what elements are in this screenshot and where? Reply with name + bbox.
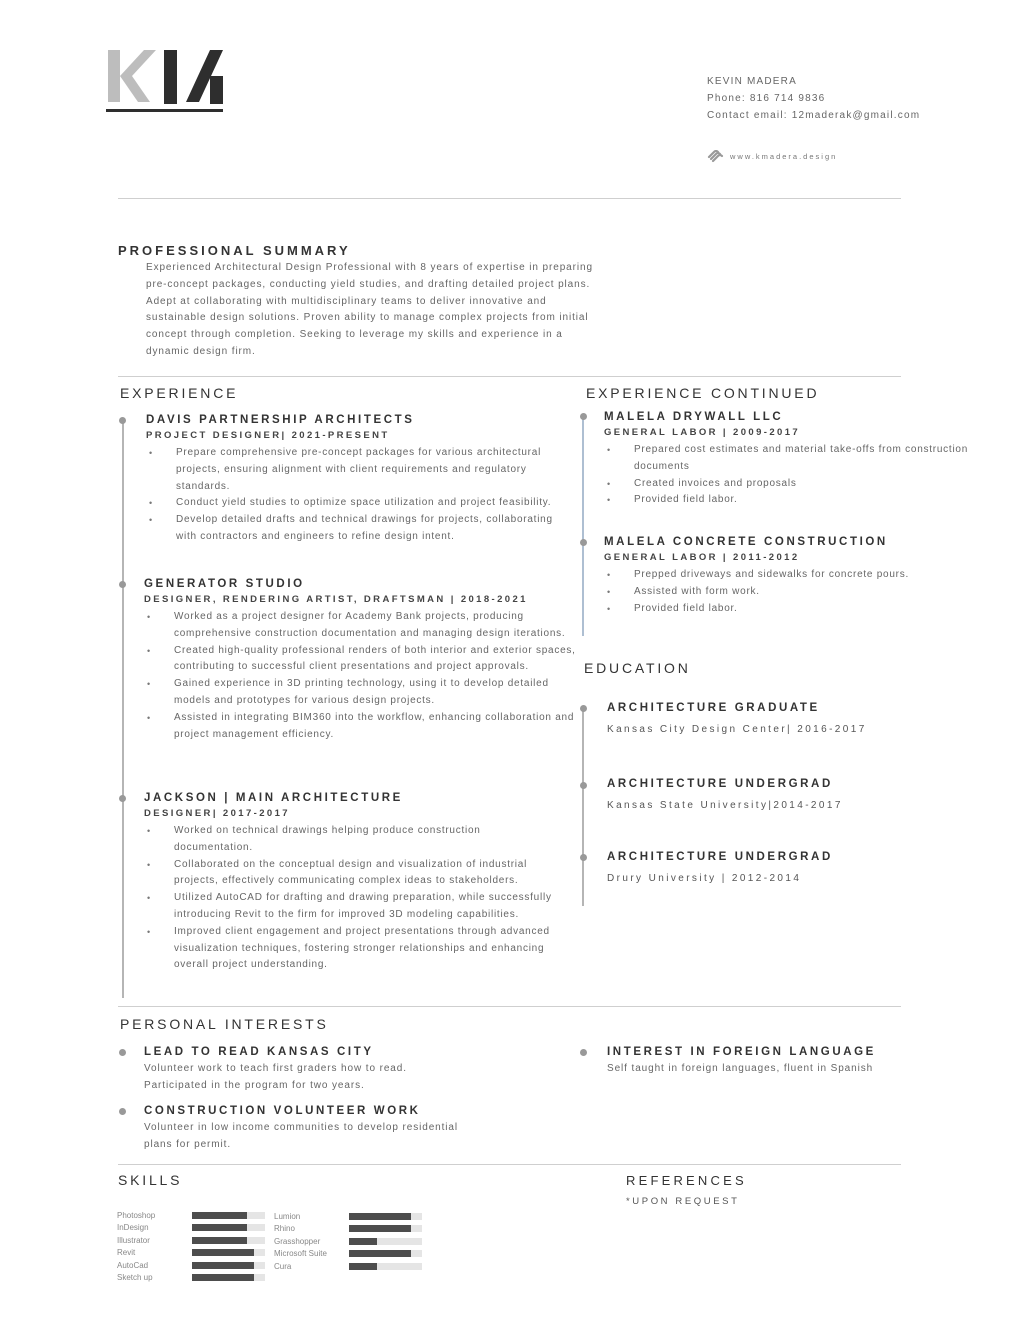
- skill-bar-fill: [192, 1212, 247, 1219]
- references-note: *UPON REQUEST: [626, 1196, 740, 1207]
- experience-continued-heading: EXPERIENCE CONTINUED: [586, 385, 820, 401]
- experience-timeline: [122, 420, 124, 998]
- education-heading: EDUCATION: [584, 660, 691, 676]
- skill-row: [274, 1248, 422, 1261]
- education-school: Drury University | 2012-2014: [607, 873, 802, 884]
- interest-title: CONSTRUCTION VOLUNTEER WORK: [144, 1105, 421, 1117]
- skill-bar: [192, 1262, 265, 1269]
- job-entry: [144, 578, 576, 743]
- summary-line: Adept at collaborating with multidisciplinary teams to deliver innovative and: [146, 295, 547, 307]
- km-monogram-logo: [106, 48, 224, 116]
- interest-desc: Self taught in foreign languages, fluent in Spanish: [607, 1063, 874, 1074]
- skill-row: [274, 1223, 422, 1236]
- job-bullet: • Created invoices and proposals: [604, 476, 1004, 493]
- contact-email[interactable]: Contact email: 12maderak@gmail.com: [707, 110, 921, 121]
- skill-bar-fill: [192, 1262, 254, 1269]
- job-role: DESIGNER, RENDERING ARTIST, DRAFTSMAN | 2018-2021: [144, 594, 528, 605]
- job-role: GENERAL LABOR | 2011-2012: [604, 552, 800, 563]
- skill-bar: [192, 1249, 265, 1256]
- skill-name: Illustrator: [117, 1235, 150, 1245]
- contact-name: KEVIN MADERA: [707, 76, 797, 87]
- timeline-dot: [119, 795, 126, 802]
- interest-dot: [119, 1049, 126, 1056]
- experience-divider: [118, 1006, 901, 1007]
- timeline-dot: [119, 417, 126, 424]
- job-bullet: • Prepared cost estimates and material take-offs from construction documents: [604, 442, 1004, 476]
- job-bullet: • Assisted in integrating BIM360 into the workflow, enhancing collaboration and project management efficiency.: [144, 710, 576, 744]
- summary-text: [146, 260, 606, 361]
- skill-bar: [349, 1238, 422, 1245]
- interest-dot: [119, 1108, 126, 1115]
- job-bullet: • Prepped driveways and sidewalks for concrete pours.: [604, 567, 1004, 584]
- skills-heading: SKILLS: [118, 1172, 183, 1188]
- timeline-dot: [580, 705, 587, 712]
- skill-bar-fill: [192, 1274, 254, 1281]
- interest-item: [144, 1105, 474, 1154]
- job-company: GENERATOR STUDIO: [144, 578, 305, 590]
- skill-bar: [349, 1250, 422, 1257]
- summary-line: dynamic design firm.: [146, 345, 256, 357]
- timeline-dot: [580, 539, 587, 546]
- skill-name: Sketch up: [117, 1273, 153, 1283]
- interest-title: LEAD TO READ KANSAS CITY: [144, 1046, 374, 1058]
- interests-divider: [118, 1164, 901, 1165]
- skill-row: [117, 1247, 265, 1260]
- interest-dot: [580, 1049, 587, 1056]
- skill-bar-fill: [349, 1250, 411, 1257]
- skill-name: Lumion: [274, 1211, 301, 1221]
- job-role: GENERAL LABOR | 2009-2017: [604, 427, 801, 438]
- job-bullet: • Prepare comprehensive pre-concept packages for various architectural projects, ensuring alignment with client requirements and regulatory standards.: [146, 445, 576, 495]
- interest-item: [607, 1046, 987, 1078]
- job-bullet: • Collaborated on the conceptual design and visualization of industrial projects, effectively communicating complex ideas to stakeholders.: [144, 857, 562, 891]
- skill-bar: [349, 1263, 422, 1270]
- education-entry: [607, 851, 833, 884]
- summary-heading: PROFESSIONAL SUMMARY: [118, 243, 351, 258]
- skill-name: Photoshop: [117, 1210, 156, 1220]
- job-bullet: • Created high-quality professional renders of both interior and exterior spaces, contributing to successful client presentations and project approvals.: [144, 643, 576, 677]
- education-degree: ARCHITECTURE GRADUATE: [607, 702, 820, 714]
- education-degree: ARCHITECTURE UNDERGRAD: [607, 851, 833, 863]
- skill-name: Microsoft Suite: [274, 1249, 327, 1259]
- job-role: PROJECT DESIGNER| 2021-PRESENT: [146, 430, 390, 441]
- interest-item: [144, 1046, 474, 1095]
- skill-name: InDesign: [117, 1223, 149, 1233]
- skill-name: Rhino: [274, 1224, 295, 1234]
- skill-name: AutoCad: [117, 1260, 149, 1270]
- skill-row: [117, 1272, 265, 1285]
- job-bullet: • Worked on technical drawings helping produce construction documentation.: [144, 823, 562, 857]
- job-bullets: [144, 823, 562, 974]
- job-bullet: • Assisted with form work.: [604, 584, 1004, 601]
- job-entry: [604, 411, 1004, 509]
- website-url: www.kmadera.design: [730, 152, 838, 161]
- interest-desc: Volunteer in low income communities to develop residential plans for permit.: [144, 1122, 459, 1150]
- skill-bar-fill: [349, 1263, 377, 1270]
- skill-row: [274, 1210, 422, 1223]
- squarespace-icon: [707, 150, 724, 163]
- job-entry: [144, 792, 562, 974]
- timeline-dot: [580, 854, 587, 861]
- skill-bar: [349, 1225, 422, 1232]
- education-timeline: [582, 706, 584, 906]
- skill-row: [117, 1234, 265, 1247]
- skill-bar: [192, 1224, 265, 1231]
- timeline-dot: [580, 413, 587, 420]
- job-company: MALELA CONCRETE CONSTRUCTION: [604, 536, 888, 548]
- skill-bar: [192, 1274, 265, 1281]
- education-entry: [607, 702, 867, 735]
- skill-name: Revit: [117, 1248, 136, 1258]
- skill-name: Grasshopper: [274, 1236, 321, 1246]
- job-company: JACKSON | MAIN ARCHITECTURE: [144, 792, 403, 804]
- contact-block: [707, 73, 920, 124]
- job-bullets: [604, 442, 1004, 509]
- summary-line: pre-concept packages, conducting yield studies, and drafting detailed project plans.: [146, 278, 591, 290]
- job-bullets: [146, 445, 576, 546]
- skill-bar: [192, 1212, 265, 1219]
- job-company: DAVIS PARTNERSHIP ARCHITECTS: [146, 414, 415, 426]
- job-company: MALELA DRYWALL LLC: [604, 411, 784, 423]
- job-entry: [604, 536, 1004, 617]
- skills-list-right: [274, 1210, 422, 1273]
- skill-bar: [192, 1237, 265, 1244]
- website-link[interactable]: [707, 150, 837, 163]
- skill-name: Cura: [274, 1261, 292, 1271]
- skill-bar-fill: [349, 1238, 377, 1245]
- skill-bar: [349, 1213, 422, 1220]
- timeline-dot: [119, 581, 126, 588]
- skill-row: [274, 1260, 422, 1273]
- job-bullet: • Utilized AutoCAD for drafting and drawing preparation, while successfully introducing Revit to the firm for improved 3D modeling capabilities.: [144, 890, 562, 924]
- education-school: Kansas City Design Center| 2016-2017: [607, 724, 867, 735]
- skill-bar-fill: [192, 1237, 247, 1244]
- skills-list-left: [117, 1209, 265, 1284]
- contact-phone: Phone: 816 714 9836: [707, 93, 826, 104]
- job-bullet: • Improved client engagement and project presentations through advanced visualization techniques, fostering stronger relationships and enhancing overall project understanding.: [144, 924, 562, 974]
- summary-line: sustainable design solutions. Proven ability to manage complex projects from initial: [146, 312, 589, 324]
- skill-bar-fill: [349, 1213, 411, 1220]
- summary-line: concept through completion. Seeking to leverage my skills and experience in a: [146, 329, 563, 341]
- skill-row: [274, 1235, 422, 1248]
- summary-line: Experienced Architectural Design Professional with 8 years of expertise in preparing: [146, 262, 593, 273]
- job-bullet: • Provided field labor.: [604, 492, 1004, 509]
- references-block: [626, 1173, 747, 1207]
- interest-title: INTEREST IN FOREIGN LANGUAGE: [607, 1046, 876, 1058]
- education-entry: [607, 778, 843, 811]
- skill-row: [117, 1259, 265, 1272]
- job-bullet: • Develop detailed drafts and technical drawings for projects, collaborating with contractors and engineers to refine design intent.: [146, 512, 576, 546]
- job-bullets: [604, 567, 1004, 617]
- experience-heading: EXPERIENCE: [120, 385, 239, 401]
- job-bullet: • Conduct yield studies to optimize space utilization and project feasibility.: [146, 495, 576, 512]
- job-bullet: • Gained experience in 3D printing technology, using it to develop detailed models and prototypes for various design projects.: [144, 676, 576, 710]
- skill-bar-fill: [349, 1225, 411, 1232]
- skill-bar-fill: [192, 1249, 254, 1256]
- education-school: Kansas State University|2014-2017: [607, 800, 843, 811]
- job-entry: [146, 414, 576, 546]
- skill-bar-fill: [192, 1224, 247, 1231]
- interests-heading: PERSONAL INTERESTS: [120, 1016, 329, 1032]
- interest-desc: Volunteer work to teach first graders how to read. Participated in the program for two years.: [144, 1063, 407, 1091]
- references-heading: REFERENCES: [626, 1173, 747, 1188]
- skill-row: [117, 1209, 265, 1222]
- education-degree: ARCHITECTURE UNDERGRAD: [607, 778, 833, 790]
- skill-row: [117, 1222, 265, 1235]
- job-bullet: • Worked as a project designer for Academy Bank projects, producing comprehensive construction documentation and managing design iterations.: [144, 609, 576, 643]
- job-bullets: [144, 609, 576, 743]
- job-role: DESIGNER| 2017-2017: [144, 808, 290, 819]
- header-divider: [118, 198, 901, 199]
- timeline-dot: [580, 782, 587, 789]
- summary-divider: [118, 376, 901, 377]
- experience-continued-timeline: [582, 418, 584, 636]
- job-bullet: • Provided field labor.: [604, 601, 1004, 618]
